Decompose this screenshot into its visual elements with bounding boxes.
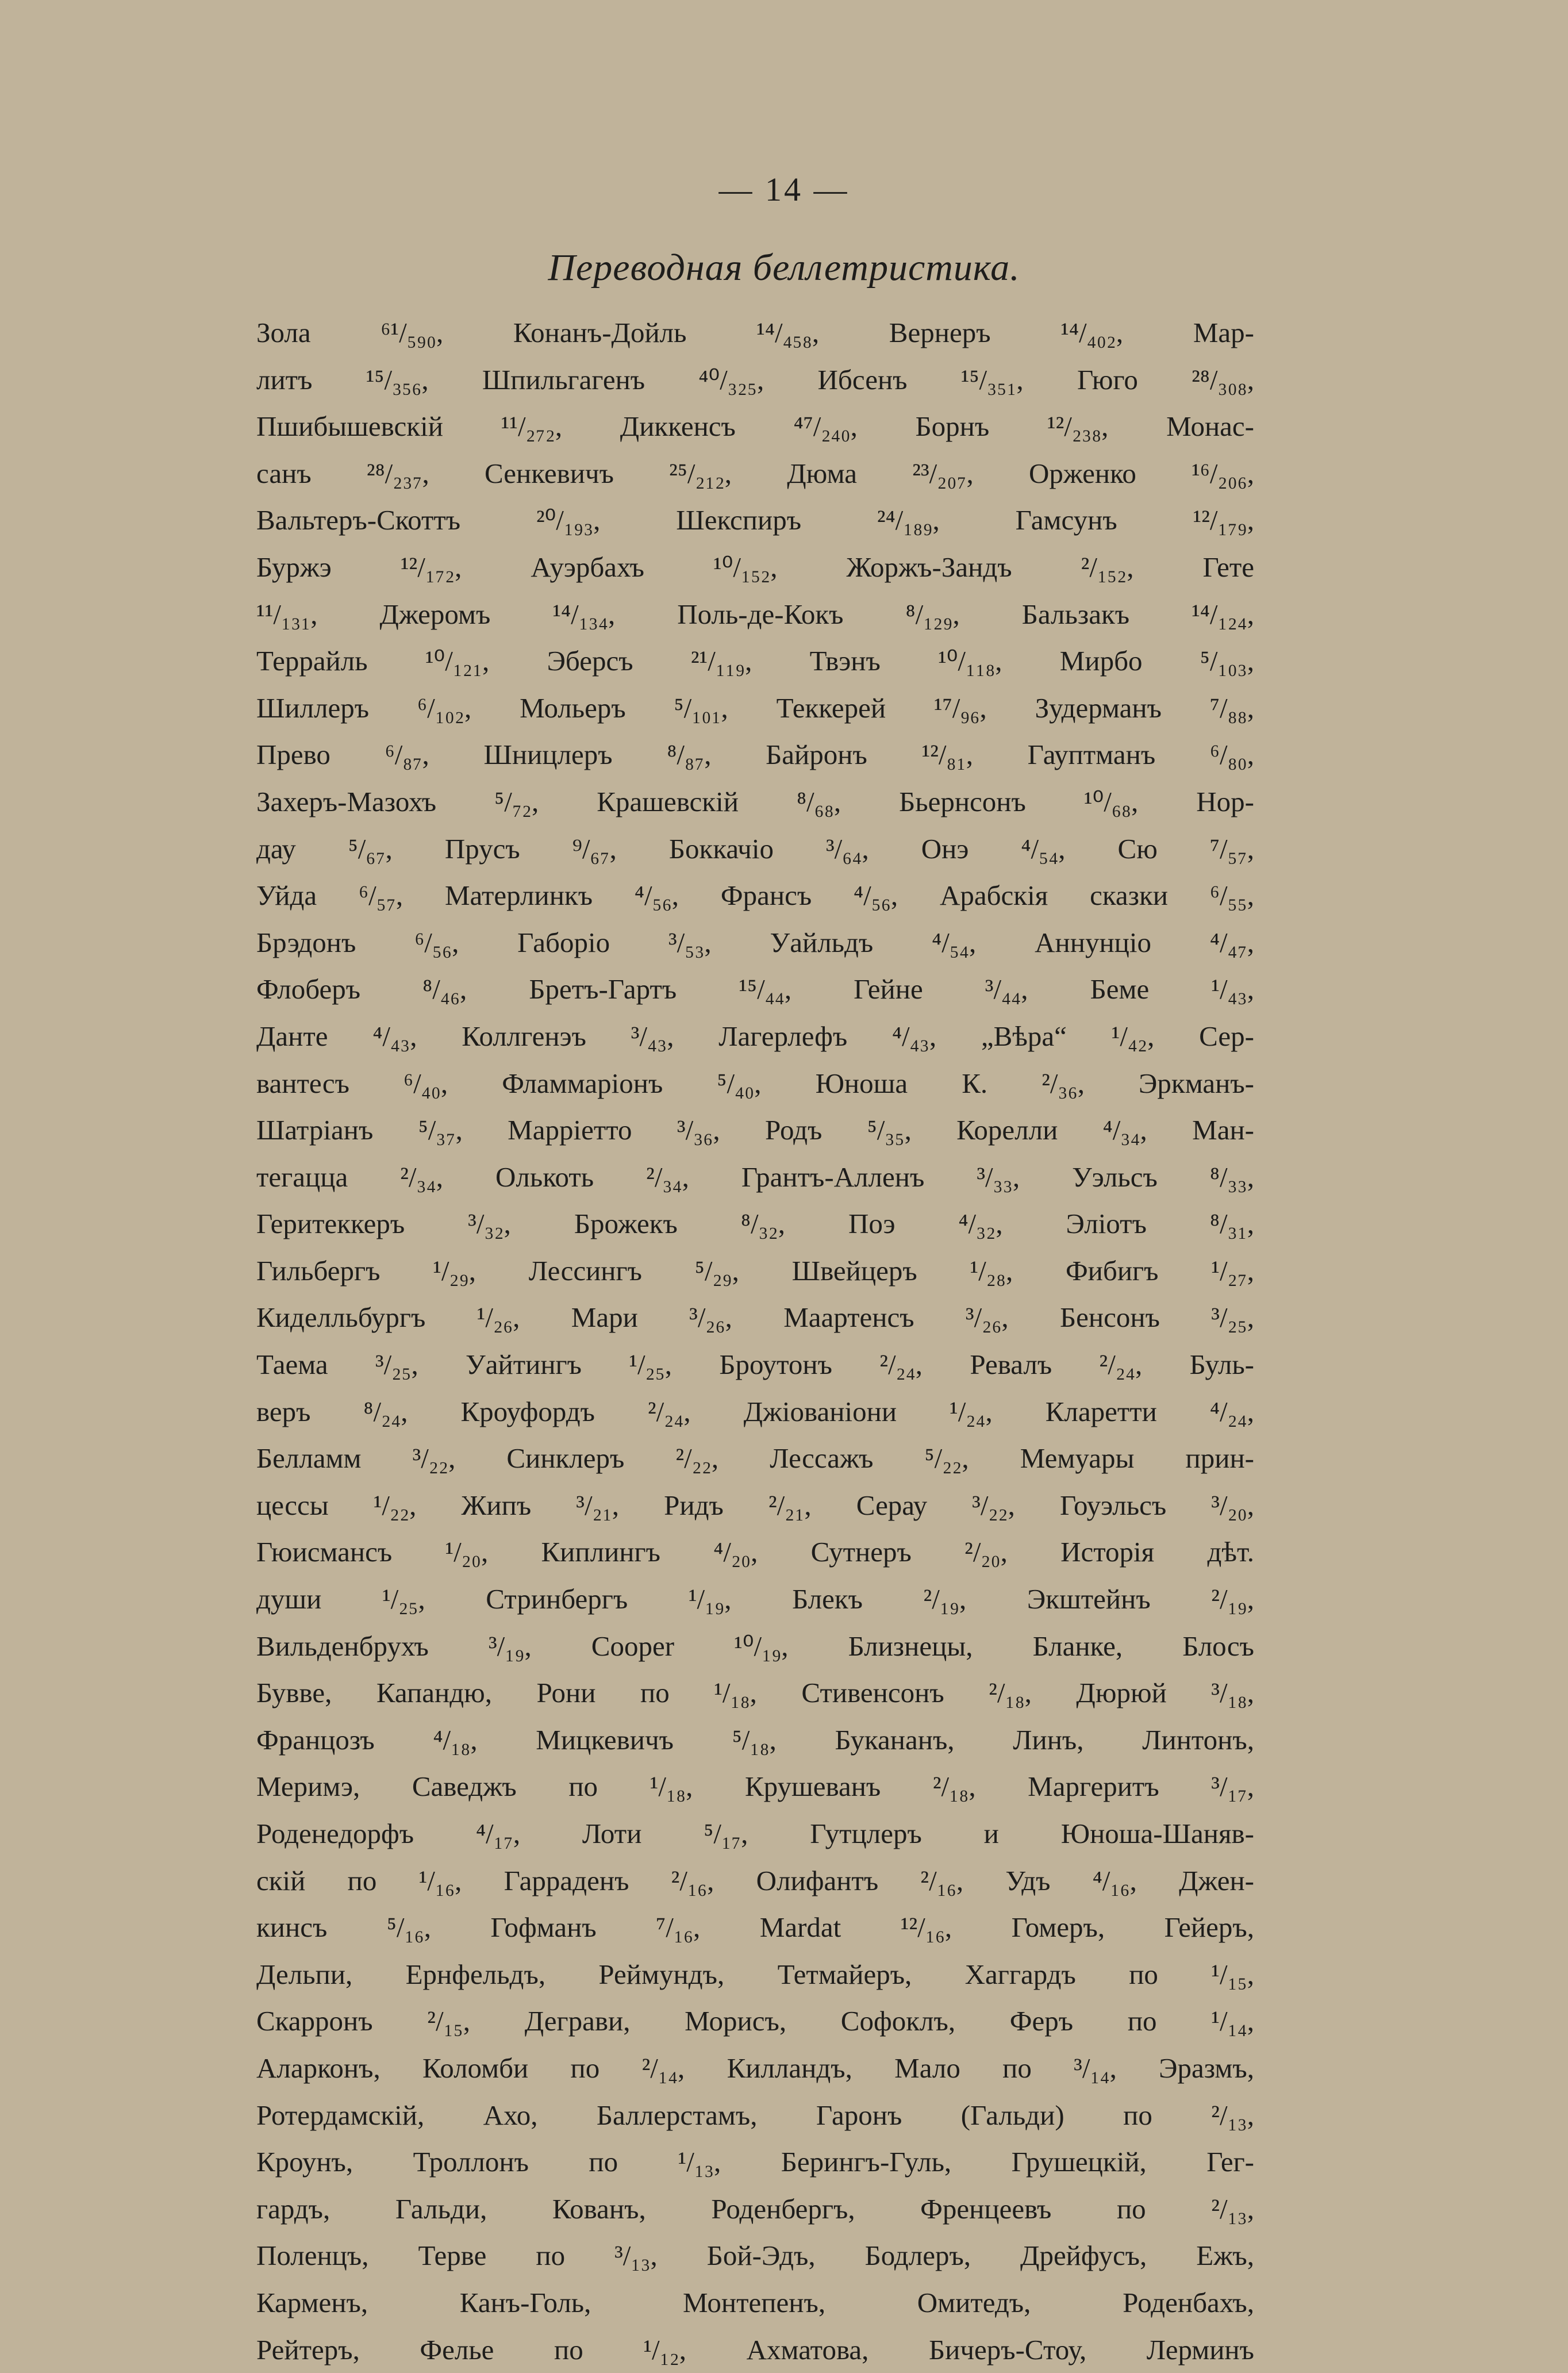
text-line: Пшибышевскій ¹¹/₂₇₂, Диккенсъ ⁴⁷/₂₄₀, Борнъ ¹²/₂₃₈, Монас- xyxy=(256,410,1254,443)
text-line: Поленцъ, Терве по ³/₁₃, Бой-Эдъ, Бодлеръ, Дрейфусъ, Ежъ, xyxy=(256,2240,1254,2272)
text-line: Шатріанъ ⁵/₃₇, Марріетто ³/₃₆, Родъ ⁵/₃₅, Корелли ⁴/₃₄, Ман- xyxy=(256,1114,1254,1146)
text-line: Киделльбургъ ¹/₂₆, Мари ³/₂₆, Маартенсъ ³/₂₆, Бенсонъ ³/₂₅, xyxy=(256,1301,1254,1334)
text-line: Таема ³/₂₅, Уайтингъ ¹/₂₅, Броутонъ ²/₂₄, Ревалъ ²/₂₄, Буль- xyxy=(256,1349,1254,1381)
text-line: Рейтеръ, Фелье по ¹/₁₂, Ахматова, Бичеръ-Стоу, Лерминъ xyxy=(256,2333,1254,2366)
text-line: Вальтеръ-Скоттъ ²⁰/₁₉₃, Шекспиръ ²⁴/₁₈₉, Гамсунъ ¹²/₁₇₉, xyxy=(256,504,1254,536)
text-line: дау ⁵/₆₇, Прусъ ⁹/₆₇, Боккачіо ³/₆₄, Онэ ⁴/₅₄, Сю ⁷/₅₇, xyxy=(256,832,1254,865)
text-line: Меримэ, Саведжъ по ¹/₁₈, Крушеванъ ²/₁₈, Маргеритъ ³/₁₇, xyxy=(256,1771,1254,1803)
text-line: цессы ¹/₂₂, Жипъ ³/₂₁, Ридъ ²/₂₁, Серау ³/₂₂, Гоуэльсъ ³/₂₀, xyxy=(256,1489,1254,1521)
text-line: Бувве, Капандю, Рони по ¹/₁₈, Стивенсонъ ²/₁₈, Дюрюй ³/₁₈, xyxy=(256,1677,1254,1709)
text-line: Ротердамскій, Ахо, Баллерстамъ, Гаронъ (Гальди) по ²/₁₃, xyxy=(256,2099,1254,2131)
text-line: Карменъ, Канъ-Голь, Монтепенъ, Омитедъ, Роденбахъ, xyxy=(256,2286,1254,2318)
text-line: Вильденбрухъ ³/₁₉, Cooper ¹⁰/₁₉, Близнецы, Бланке, Блосъ xyxy=(256,1630,1254,1662)
text-line: души ¹/₂₅, Стринбергъ ¹/₁₉, Блекъ ²/₁₉, Экштейнъ ²/₁₉, xyxy=(256,1583,1254,1615)
text-line: скій по ¹/₁₆, Гарраденъ ²/₁₆, Олифантъ ²/₁₆, Удъ ⁴/₁₆, Джен- xyxy=(256,1864,1254,1896)
text-line: Данте ⁴/₄₃, Коллгенэъ ³/₄₃, Лагерлефъ ⁴/₄₃, „Вѣра“ ¹/₄₂, Сер- xyxy=(256,1020,1254,1052)
text-line: Дельпи, Ернфельдъ, Реймундъ, Тетмайеръ, Хаггардъ по ¹/₁₅, xyxy=(256,1958,1254,1990)
text-line: Скарронъ ²/₁₅, Деграви, Морисъ, Софоклъ, Феръ по ¹/₁₄, xyxy=(256,2005,1254,2037)
text-line: гардъ, Гальди, Кованъ, Роденбергъ, Френцеевъ по ²/₁₃, xyxy=(256,2192,1254,2225)
text-line: Захеръ-Мазохъ ⁵/₇₂, Крашевскій ⁸/₆₈, Бьернсонъ ¹⁰/₆₈, Нор- xyxy=(256,785,1254,817)
text-line: Роденедорфъ ⁴/₁₇, Лоти ⁵/₁₇, Гутцлеръ и Юноша-Шаняв- xyxy=(256,1818,1254,1849)
text-line: Гильбергъ ¹/₂₉, Лессингъ ⁵/₂₉, Швейцеръ ¹/₂₈, Фибигъ ¹/₂₇, xyxy=(256,1254,1254,1287)
text-line: Геритеккеръ ³/₃₂, Брожекъ ⁸/₃₂, Поэ ⁴/₃₂, Эліотъ ⁸/₃₁, xyxy=(256,1208,1254,1240)
text-line: вантесъ ⁶/₄₀, Фламмаріонъ ⁵/₄₀, Юноша К. ²/₃₆, Эркманъ- xyxy=(256,1067,1254,1099)
section-title: Переводная беллетристика. xyxy=(548,247,1020,289)
page-number: — 14 — xyxy=(718,171,850,208)
text-line: Буржэ ¹²/₁₇₂, Ауэрбахъ ¹⁰/₁₅₂, Жоржъ-Зандъ ²/₁₅₂, Гете xyxy=(256,551,1254,583)
text-line: Флоберъ ⁸/₄₆, Бретъ-Гартъ ¹⁵/₄₄, Гейне ³/₄₄, Беме ¹/₄₃, xyxy=(256,973,1254,1005)
body-paragraph xyxy=(256,309,1254,2373)
text-line: литъ ¹⁵/₃₅₆, Шпильгагенъ ⁴⁰/₃₂₅, Ибсенъ ¹⁵/₃₅₁, Гюго ²⁸/₃₀₈, xyxy=(256,363,1254,396)
text-line: Белламм ³/₂₂, Синклеръ ²/₂₂, Лессажъ ⁵/₂₂, Мемуары прин- xyxy=(256,1442,1254,1475)
text-line: веръ ⁸/₂₄, Кроуфордъ ²/₂₄, Джіованіони ¹/₂₄, Кларетти ⁴/₂₄, xyxy=(256,1395,1254,1427)
text-line: Кроунъ, Троллонъ по ¹/₁₃, Берингъ-Гуль, Грушецкій, Гег- xyxy=(256,2146,1254,2178)
text-line: тегацца ²/₃₄, Олькоть ²/₃₄, Грантъ-Алленъ ³/₃₃, Уэльсъ ⁸/₃₃, xyxy=(256,1161,1254,1193)
text-line: Зола ⁶¹/₅₉₀, Конанъ-Дойль ¹⁴/₄₅₈, Вернеръ ¹⁴/₄₀₂, Мар- xyxy=(256,317,1254,348)
text-line: ¹¹/₁₃₁, Джеромъ ¹⁴/₁₃₄, Поль-де-Кокъ ⁸/₁₂₉, Бальзакъ ¹⁴/₁₂₄, xyxy=(256,598,1254,630)
text-line: Францозъ ⁴/₁₈, Мицкевичъ ⁵/₁₈, Букананъ, Линъ, Линтонъ, xyxy=(256,1723,1254,1756)
text-line: кинсъ ⁵/₁₆, Гофманъ ⁷/₁₆, Mardat ¹²/₁₆, Гомеръ, Гейеръ, xyxy=(256,1911,1254,1944)
text-line: Уйда ⁶/₅₇, Матерлинкъ ⁴/₅₆, Франсъ ⁴/₅₆, Арабскія сказки ⁶/₅₅, xyxy=(256,880,1254,912)
text-line: санъ ²⁸/₂₃₇, Сенкевичъ ²⁵/₂₁₂, Дюма ²³/₂₀₇, Орженко ¹⁶/₂₀₆, xyxy=(256,457,1254,489)
text-line: Аларконъ, Коломби по ²/₁₄, Килландъ, Мало по ³/₁₄, Эразмъ, xyxy=(256,2052,1254,2084)
text-line: Брэдонъ ⁶/₅₆, Габоріо ³/₅₃, Уайльдъ ⁴/₅₄, Аннунціо ⁴/₄₇, xyxy=(256,926,1254,958)
text-line: Гюисмансъ ¹/₂₀, Киплингъ ⁴/₂₀, Сутнеръ ²/₂₀, Исторія дѣт. xyxy=(256,1536,1254,1568)
text-line: Террайль ¹⁰/₁₂₁, Эберсъ ²¹/₁₁₉, Твэнъ ¹⁰/₁₁₈, Мирбо ⁵/₁₀₃, xyxy=(256,645,1254,677)
text-line: Шиллеръ ⁶/₁₀₂, Мольеръ ⁵/₁₀₁, Теккерей ¹⁷/₉₆, Зудерманъ ⁷/₈₈, xyxy=(256,692,1254,724)
text-line: Прево ⁶/₈₇, Шницлеръ ⁸/₈₇, Байронъ ¹²/₈₁, Гауптманъ ⁶/₈₀, xyxy=(256,739,1254,771)
